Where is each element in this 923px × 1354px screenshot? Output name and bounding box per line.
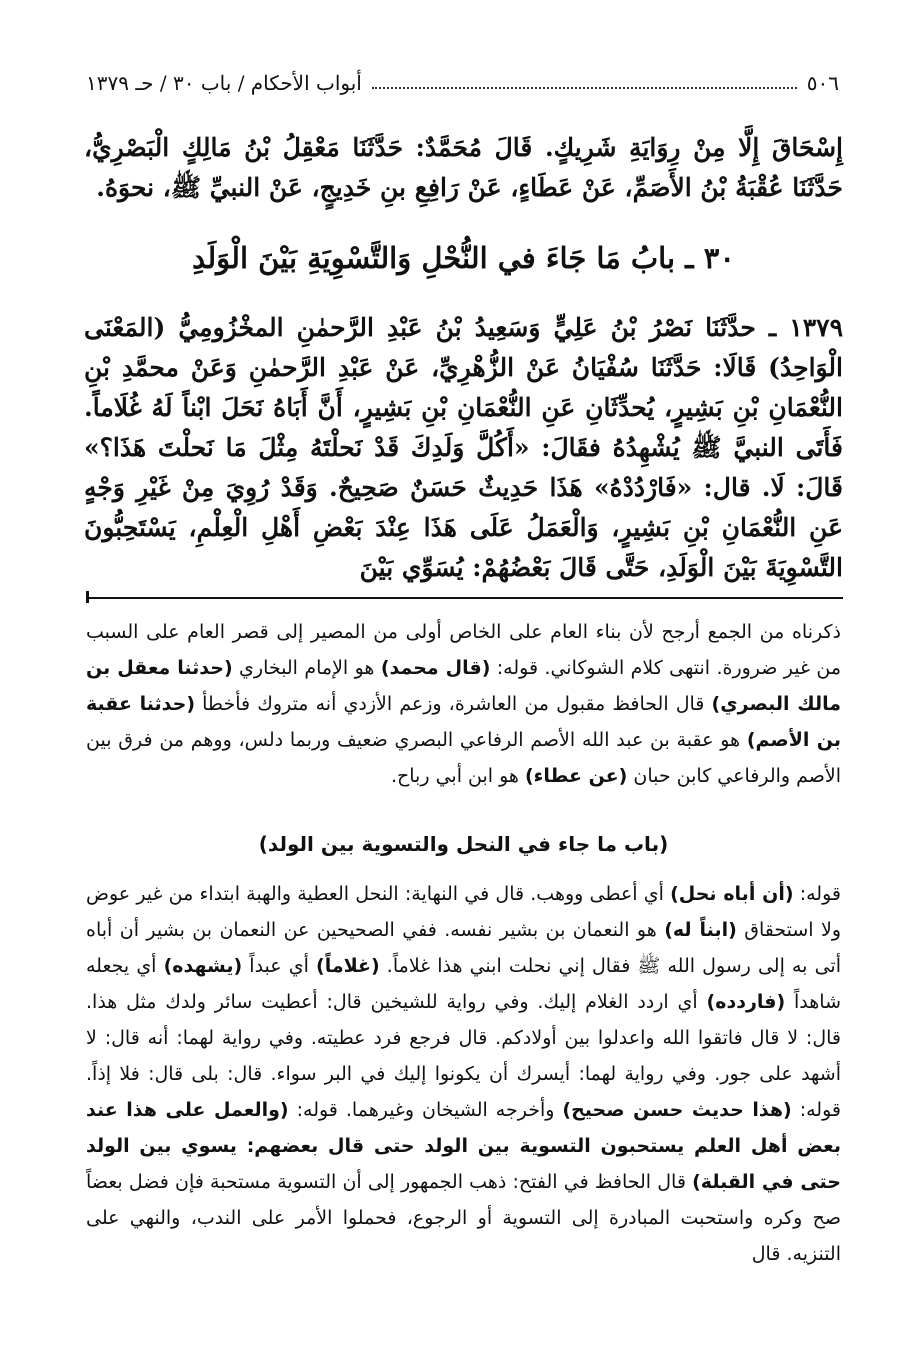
commentary-text: هو ابن أبي رباح. xyxy=(390,765,525,787)
commentary-text: وأخرجه الشيخان وغيرهما. قوله: xyxy=(288,1099,563,1121)
header-dotted-leader xyxy=(372,86,797,89)
chapter-title: ٣٠ ـ بابُ مَا جَاءَ في النُّحْلِ وَالتَّسْوِيَةِ بَيْنَ الْوَلَدِ xyxy=(192,241,735,275)
commentary-text: قال الحافظ في الفتح: ذهب الجمهور إلى أن التسوية مستحبة فإن فضل بعضاً صح وكره واستحبت المبادرة إلى التسوية أو الرجوع، فحملوا الأمر على الندب، والنهي على التنزيه. قال xyxy=(86,1171,841,1265)
commentary-text: هو النعمان بن بشير نفسه. ففي الصحيحين عن النعمان بن بشير أن أباه أتى به إلى رسول الله ﷺ فقال إني نحلت ابني هذا غلاماً. xyxy=(86,919,841,977)
commentary-text: هو الإمام البخاري xyxy=(232,657,381,679)
commentary-quote: (قال محمد) xyxy=(380,657,491,679)
commentary-subheading: (باب ما جاء في النحل والتسوية بين الولد) xyxy=(258,832,669,856)
commentary-text: قال الحافظ مقبول من العاشرة، وزعم الأزدي أنه متروك فأخطأ xyxy=(195,693,712,715)
footnote-separator-tick xyxy=(86,591,89,603)
hadith-text-continuation: إِسْحَاقَ إِلَّا مِنْ رِوَايَةِ شَرِيكٍ. قَالَ مُحَمَّدٌ: حَدَّثَنَا مَعْقِلُ بْنُ مَالِكٍ الْبَصْرِيُّ، حَدَّثَنَا عُقْبَةُ بْنُ الأَصَمِّ، عَنْ عَطَاءٍ، عَنْ رَافِعِ بنِ خَدِيجٍ، عَنْ النبيِّ ﷺ، نحوَهُ. xyxy=(84,133,843,202)
commentary-text: أي اردد الغلام إليك. وفي رواية للشيخين قال: أعطيت سائر ولدك مثل هذا. قال: لا قال فاتقوا الله واعدلوا بين أولادكم. قال فرجع فرد عطيته. وفي رواية لهما: أنه قال: لا أشهد على جور. وفي رواية لهما: أيسرك أن يكونوا إليك في البر سواء. قال: بلى قال: فلا إذاً. قوله: xyxy=(86,991,841,1121)
hadith-1379-text: ١٣٧٩ ـ حدَّثَنَا نَصْرُ بْنُ عَلِيٍّ وَسَعِيدُ بْنُ عَبْدِ الرَّحمٰنِ المخْزُومِيُّ (المَعْنَى الْوَاحِدُ) قَالَا: حَدَّثَنَا سُفْيَانُ عَنْ الزُّهْرِيِّ، عَنْ عَبْدِ الرَّحمٰنِ وَعَنْ محمَّدِ بْنِ النُّعْمَانِ بْنِ بَشِيرٍ، يُحدِّثَانِ عَنِ النُّعْمَانِ بْنِ بَشِيرٍ، أَنَّ أَبَاهُ نَحَلَ ابْناً لَهُ غُلَاماً. فَأَتَى النبيَّ ﷺ يُشْهِدُهُ فقَالَ: «أَكُلَّ وَلَدِكَ قَدْ نَحلْتَهُ مِثْلَ مَا نَحلْتَ هَذَا؟» قَالَ: لَا. قال: «فَارْدُدْهُ» هَذَا حَدِيثٌ حَسَنٌ صَحِيحٌ. وَقَدْ رُوِيَ مِنْ غَيْرِ وَجْهٍ عَنِ النُّعْمَانِ بْنِ بَشِيرٍ، وَالْعَمَلُ عَلَى هَذَا عِنْدَ بَعْضِ أَهْلِ الْعِلْمِ، يَسْتَحِبُّونَ التَّسْوِيَةَ بَيْنَ الْوَلَدِ، حَتَّى قَالَ بَعْضُهُمْ: يُسَوِّي بَيْنَ xyxy=(84,313,843,582)
commentary-quote: (ابناً له) xyxy=(664,919,737,941)
commentary-quote: (والعمل على هذا عند بعض أهل العلم يستحبون التسوية بين الولد حتى قال بعضهم: يسوي بين الولد حتى في القبلة) xyxy=(86,1099,841,1193)
commentary-text: ذكرناه من الجمع أرجح لأن بناء العام على الخاص أولى من المصير إلى قصر العام على السبب من غير ضرورة. انتهى كلام الشوكاني. قوله: xyxy=(86,621,841,679)
commentary-quote: (يشهده) xyxy=(163,955,243,977)
commentary-text: قوله: xyxy=(793,883,841,905)
commentary-quote: (عن عطاء) xyxy=(524,765,628,787)
commentary-quote: (حدثنا معقل بن مالك البصري) xyxy=(86,657,841,715)
running-title: أبواب الأحكام / باب ٣٠ / حـ ١٣٧٩ xyxy=(86,71,362,95)
page-header xyxy=(86,66,839,100)
commentary-text: أي عبداً xyxy=(242,955,317,977)
commentary-paragraph-2 xyxy=(86,876,841,1272)
commentary-quote: (هذا حديث حسن صحيح) xyxy=(562,1099,792,1121)
commentary-paragraph-1 xyxy=(86,614,841,794)
commentary-text: أي أعطى ووهب. قال في النهاية: النحل العطية والهبة ابتداء من غير عوض ولا استحقاق xyxy=(86,883,841,941)
commentary-quote: (فاردده) xyxy=(706,991,786,1013)
commentary-quote: (أن أباه نحل) xyxy=(670,883,794,905)
page-number: ٥٠٦ xyxy=(806,71,839,95)
footnote-separator-rule xyxy=(86,597,843,599)
commentary-quote: (غلاماً) xyxy=(316,955,380,977)
commentary-text: أي يجعله شاهداً xyxy=(86,955,841,1013)
commentary-quote: (حدثنا عقبة بن الأصم) xyxy=(86,693,841,751)
commentary-text: هو عقبة بن عبد الله الأصم الرفاعي البصري ضعيف وربما دلس، ووهم من فرق بين الأصم والرفاعي كابن حبان xyxy=(86,729,841,787)
